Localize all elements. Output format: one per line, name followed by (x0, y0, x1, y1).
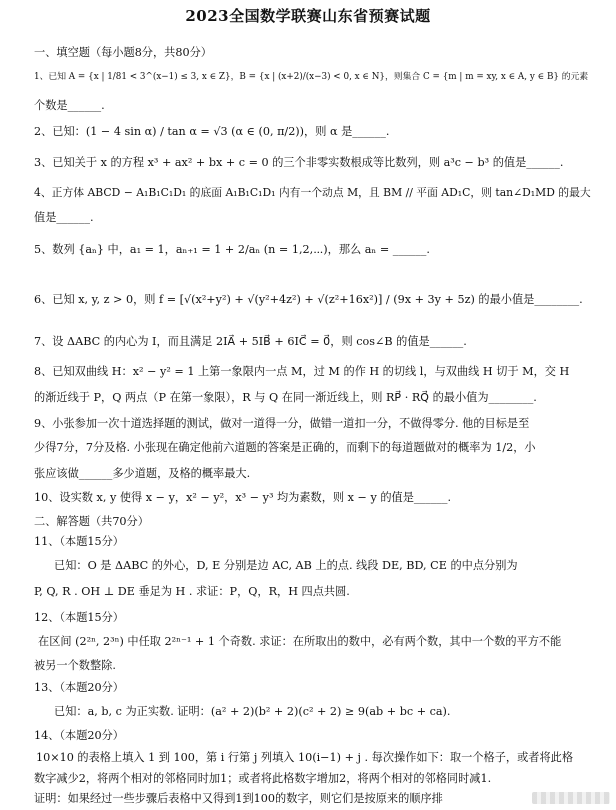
question-7: 7、设 ΔABC 的内心为 I，而且满足 2IA⃗ + 5IB⃗ + 6IC⃗ = 0⃗，则 cos∠B 的值是______. (34, 335, 467, 348)
question-1-line-1: 1、已知 A = {x | 1/81 < 3^(x−1) ≤ 3, x ∈ Z}，B = {x | (x+2)/(x−3) < 0, x ∈ N}，则集合 C = {m | m = xy, x ∈ A, y ∈ B} 的元素 (34, 72, 589, 82)
question-14-header: 14、（本题20分） (34, 729, 124, 742)
question-9-line-2: 少得7分，7分及格. 小张现在确定他前六道题的答案是正确的，而剩下的每道题做对的概率为 1/2，小 (34, 441, 536, 454)
question-3: 3、已知关于 x 的方程 x³ + ax² + bx + c = 0 的三个非零实数根成等比数列，则 a³c − b³ 的值是______. (34, 156, 564, 169)
question-9-line-1: 9、小张参加一次十道选择题的测试，做对一道得一分，做错一道扣一分，不做得零分. 他的目标是至 (34, 417, 530, 430)
question-5: 5、数列 {aₙ} 中，a₁ = 1，aₙ₊₁ = 1 + 2/aₙ (n = 1,2,⋯)，那么 aₙ = ______. (34, 243, 430, 256)
question-13-header: 13、（本题20分） (34, 681, 124, 694)
question-8-line-1: 8、已知双曲线 H：x² − y² = 1 上第一象限内一点 M，过 M 的作 H 的切线 l，与双曲线 H 切于 M，交 H (34, 365, 570, 378)
question-11-line-1: 已知：O 是 ΔABC 的外心，D, E 分别是边 AC, AB 上的点. 线段 DE, BD, CE 的中点分别为 (54, 559, 518, 572)
section-proof-heading: 二、解答题（共70分） (34, 515, 149, 528)
question-12-line-2: 被另一个数整除. (34, 659, 116, 672)
page-title: 2023全国数学联赛山东省预赛试题 (185, 7, 431, 25)
question-4-line-2: 值是______. (34, 211, 94, 224)
question-8-line-2: 的渐近线于 P，Q 两点（P 在第一象限），R 与 Q 在同一渐近线上，则 RP⃗ · RQ⃗ 的最小值为________. (34, 391, 537, 404)
question-14-line-2: 数字减少2，将两个相对的邻格同时加1；或者将此格数字增加2，将两个相对的邻格同时减1. (34, 772, 492, 785)
question-11-line-2: P, Q, R . OH ⊥ DE 垂足为 H . 求证：P，Q，R，H 四点共圆. (34, 585, 350, 598)
question-1-line-2: 个数是______. (34, 99, 105, 112)
watermark (532, 792, 610, 804)
section-fill-in-heading: 一、填空题（每小题8分，共80分） (34, 46, 212, 59)
question-10: 10、设实数 x, y 使得 x − y，x² − y²，x³ − y³ 均为素数，则 x − y 的值是______. (34, 491, 452, 504)
question-13-line-1: 已知：a, b, c 为正实数. 证明：(a² + 2)(b² + 2)(c² + 2) ≥ 9(ab + bc + ca). (54, 705, 451, 718)
question-4-line-1: 4、正方体 ABCD − A₁B₁C₁D₁ 的底面 A₁B₁C₁D₁ 内有一个动点 M，且 BM // 平面 AD₁C，则 tan∠D₁MD 的最大 (34, 186, 591, 199)
question-12-header: 12、（本题15分） (34, 611, 124, 624)
question-2: 2、已知：(1 − 4 sin α) / tan α = √3 (α ∈ (0, π/2))，则 α 是______. (34, 125, 390, 138)
question-14-line-3: 证明：如果经过一些步骤后表格中又得到1到100的数字，则它们是按原来的顺序排 (34, 792, 443, 805)
question-12-line-1: 在区间 (2²ⁿ, 2³ⁿ) 中任取 2²ⁿ⁻¹ + 1 个奇数. 求证：在所取出的数中，必有两个数，其中一个数的平方不能 (38, 635, 562, 648)
question-11-header: 11、（本题15分） (34, 535, 124, 548)
question-9-line-3: 张应该做______多少道题，及格的概率最大. (34, 467, 251, 480)
question-6: 6、已知 x, y, z > 0，则 f = [√(x²+y²) + √(y²+4z²) + √(z²+16x²)] / (9x + 3y + 5z) 的最小值是________. (34, 293, 583, 306)
question-14-line-1: 10×10 的表格上填入 1 到 100，第 i 行第 j 列填入 10(i−1) + j . 每次操作如下：取一个格子，或者将此格 (36, 751, 574, 764)
